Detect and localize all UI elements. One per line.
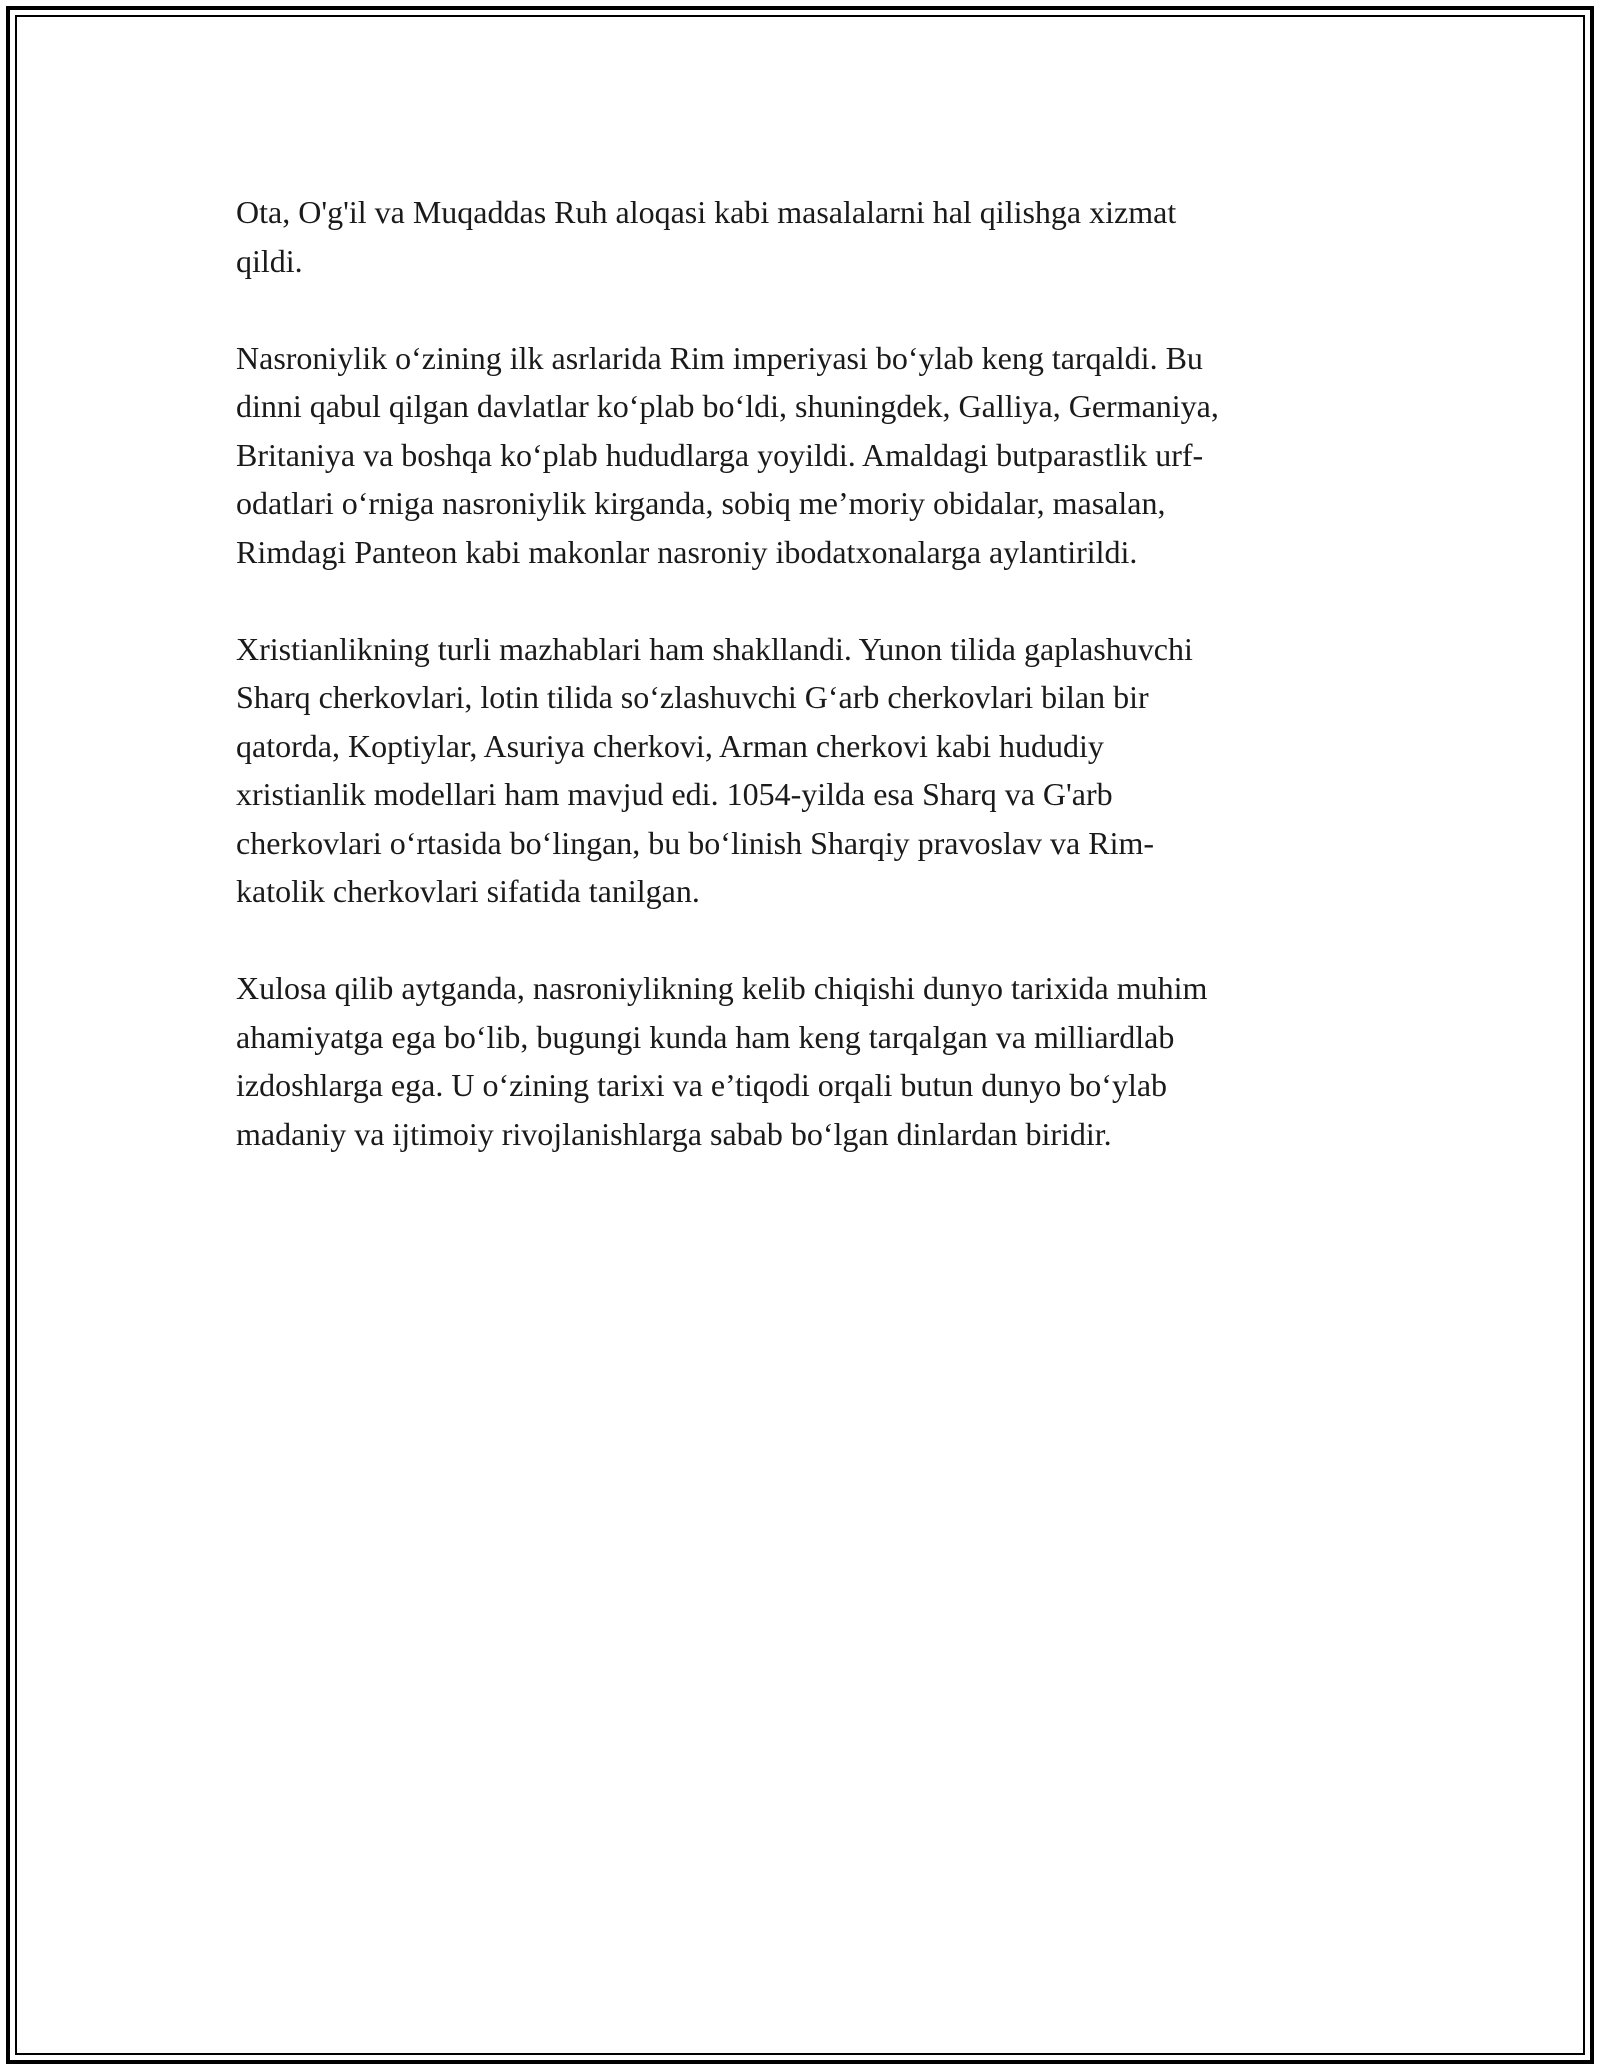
text-line: odatlari o‘rniga nasroniylik kirganda, sobiq me’moriy obidalar, masalan,: [236, 485, 1166, 521]
text-line: Nasroniylik o‘zining ilk asrlarida Rim imperiyasi bo‘ylab keng tarqaldi. Bu: [236, 339, 1203, 376]
text-line: Xristianlikning turli mazhablari ham shakllandi. Yunon tilida gaplashuvchi: [236, 630, 1193, 667]
paragraph-conclusion: [236, 964, 1386, 1158]
document-body: [236, 188, 1386, 1207]
text-line: Rimdagi Panteon kabi makonlar nasroniy ibodatxonalarga aylantirildi.: [236, 533, 1138, 570]
text-line: Ota, O'g'il va Muqaddas Ruh aloqasi kabi masalalarni hal qilishga xizmat: [236, 194, 1177, 230]
text-line: dinni qabul qilgan davlatlar ko‘plab bo‘ldi, shuningdek, Galliya, Germaniya,: [236, 388, 1219, 424]
paragraph-spread: [236, 334, 1386, 577]
text-line: ahamiyatga ega bo‘lib, bugungi kunda ham keng tarqalgan va milliardlab: [236, 1018, 1175, 1055]
text-line: Xulosa qilib aytganda, nasroniylikning kelib chiqishi dunyo tarixida muhim: [236, 970, 1208, 1006]
text-line: Sharq cherkovlari, lotin tilida so‘zlashuvchi G‘arb cherkovlari bilan bir: [236, 679, 1149, 715]
paragraph-trinity: [236, 188, 1386, 285]
text-line: izdoshlarga ega. U o‘zining tarixi va e’tiqodi orqali butun dunyo bo‘ylab: [236, 1067, 1168, 1103]
text-line: qildi.: [236, 242, 303, 279]
text-line: katolik cherkovlari sifatida tanilgan.: [236, 873, 700, 909]
paragraph-denominations: [236, 625, 1386, 916]
text-line: madaniy va ijtimoiy rivojlanishlarga sabab bo‘lgan dinlardan biridir.: [236, 1115, 1112, 1152]
text-line: xristianlik modellari ham mavjud edi. 1054-yilda esa Sharq va G'arb: [236, 776, 1113, 812]
text-line: qatorda, Koptiylar, Asuriya cherkovi, Arman cherkovi kabi hududiy: [236, 727, 1104, 764]
text-line: Britaniya va boshqa ko‘plab hududlarga yoyildi. Amaldagi butparastlik urf-: [236, 436, 1204, 473]
text-line: cherkovlari o‘rtasida bo‘lingan, bu bo‘linish Sharqiy pravoslav va Rim-: [236, 824, 1155, 861]
